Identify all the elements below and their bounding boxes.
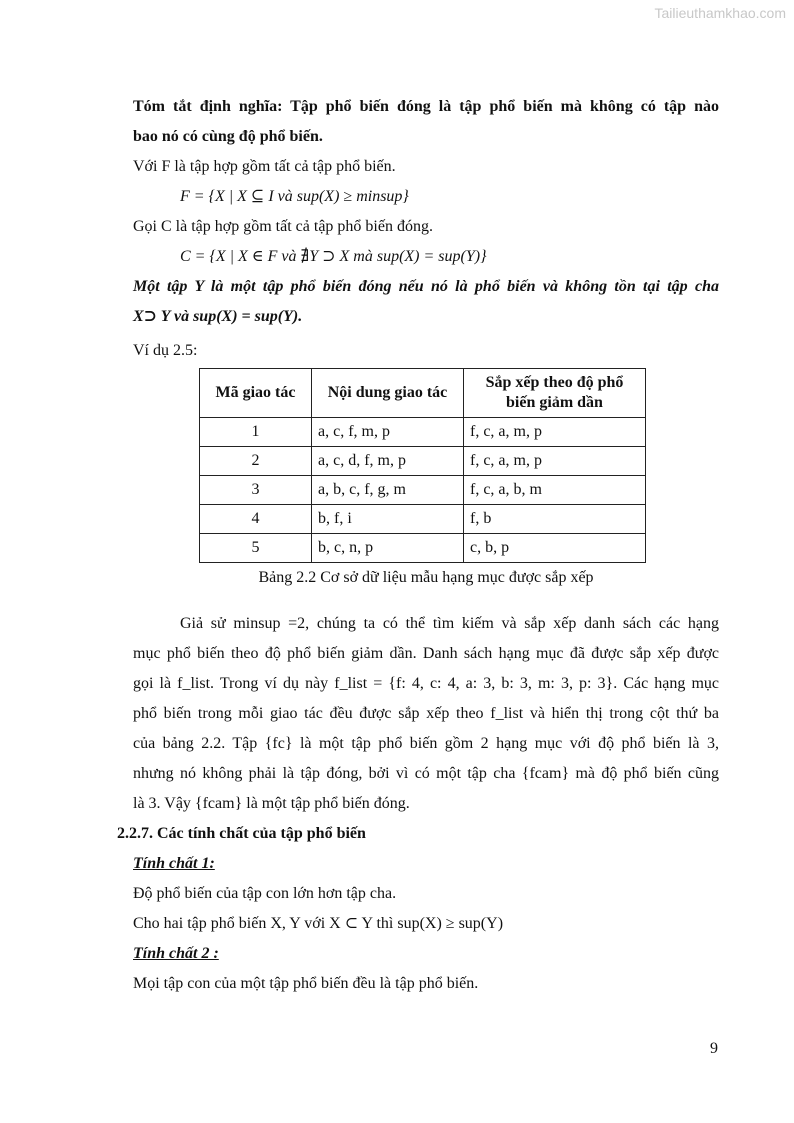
- cell-sorted: c, b, p: [464, 534, 646, 563]
- def-c-formula: C = {X | X ∈ F và ∄Y ⊃ X mà sup(X) = sup(Y)}: [180, 248, 487, 265]
- paragraph-line-4: phổ biến trong mỗi giao tác đều được sắp xếp theo f_list và hiển thị trong cột thứ ba: [133, 705, 719, 722]
- table-row: [200, 447, 646, 476]
- property-2-line-1: Mọi tập con của một tập phổ biến đều là tập phổ biến.: [133, 975, 479, 992]
- table-row: [200, 418, 646, 447]
- table-row: [200, 476, 646, 505]
- paragraph-line-3: gọi là f_list. Trong ví dụ này f_list = {f: 4, c: 4, a: 3, b: 3, m: 3, p: 3}. Các hạng mục: [133, 675, 719, 692]
- cell-id: 5: [200, 534, 312, 563]
- header-transaction-id: Mã giao tác: [200, 369, 312, 418]
- cell-content: b, f, i: [312, 505, 464, 534]
- header-transaction-content: Nội dung giao tác: [312, 369, 464, 418]
- closed-def-line-2: X⊃ Y và sup(X) = sup(Y).: [133, 308, 303, 325]
- table-header-row: [200, 369, 646, 418]
- property-2-title: Tính chất 2 :: [133, 945, 219, 962]
- paragraph-line-2: mục phổ biến theo độ phổ biến giảm dần. Danh sách hạng mục đã được sắp xếp được: [133, 645, 719, 662]
- def-f-intro: Với F là tập hợp gồm tất cả tập phổ biến.: [133, 158, 396, 175]
- paragraph-line-6: nhưng nó không phải là tập đóng, bởi vì có một tập cha {fcam} mà độ phổ biến cũng: [133, 765, 719, 782]
- example-label: Ví dụ 2.5:: [133, 342, 198, 359]
- cell-content: a, c, f, m, p: [312, 418, 464, 447]
- cell-content: a, c, d, f, m, p: [312, 447, 464, 476]
- cell-sorted: f, c, a, m, p: [464, 447, 646, 476]
- page-number: 9: [710, 1040, 718, 1057]
- closed-def-line-1: Một tập Y là một tập phổ biến đóng nếu nó là phổ biến và không tồn tại tập cha: [133, 278, 719, 295]
- cell-id: 3: [200, 476, 312, 505]
- summary-line-1: Tóm tắt định nghĩa: Tập phổ biến đóng là tập phổ biến mà không có tập nào: [133, 98, 719, 115]
- paragraph-line-5: của bảng 2.2. Tập {fc} là một tập phổ biến gồm 2 hạng mục với độ phổ biến là 3,: [133, 735, 719, 752]
- table-row: [200, 505, 646, 534]
- def-f-formula: F = {X | X ⊆ I và sup(X) ≥ minsup}: [180, 188, 409, 205]
- transaction-table: [199, 368, 646, 563]
- cell-id: 2: [200, 447, 312, 476]
- paragraph-line-1: Giả sử minsup =2, chúng ta có thể tìm kiếm và sắp xếp danh sách các hạng: [180, 615, 719, 632]
- header-sorted-items: Sắp xếp theo độ phổ biến giảm dần: [464, 369, 646, 418]
- table-caption: Bảng 2.2 Cơ sở dữ liệu mẫu hạng mục được sắp xếp: [258, 569, 594, 586]
- property-1-line-2: Cho hai tập phổ biến X, Y với X ⊂ Y thì sup(X) ≥ sup(Y): [133, 915, 504, 932]
- cell-sorted: f, b: [464, 505, 646, 534]
- cell-sorted: f, c, a, b, m: [464, 476, 646, 505]
- cell-content: b, c, n, p: [312, 534, 464, 563]
- section-heading: 2.2.7. Các tính chất của tập phổ biến: [117, 825, 366, 842]
- property-1-title: Tính chất 1:: [133, 855, 215, 872]
- cell-id: 1: [200, 418, 312, 447]
- watermark: Tailieuthamkhao.com: [654, 5, 786, 21]
- def-c-intro: Gọi C là tập hợp gồm tất cả tập phổ biến đóng.: [133, 218, 433, 235]
- cell-sorted: f, c, a, m, p: [464, 418, 646, 447]
- paragraph-line-7: là 3. Vậy {fcam} là một tập phổ biến đóng.: [133, 795, 410, 812]
- summary-line-2: bao nó có cùng độ phổ biến.: [133, 128, 323, 145]
- cell-content: a, b, c, f, g, m: [312, 476, 464, 505]
- table-row: [200, 534, 646, 563]
- property-1-line-1: Độ phổ biến của tập con lớn hơn tập cha.: [133, 885, 397, 902]
- page-content: [117, 92, 719, 999]
- cell-id: 4: [200, 505, 312, 534]
